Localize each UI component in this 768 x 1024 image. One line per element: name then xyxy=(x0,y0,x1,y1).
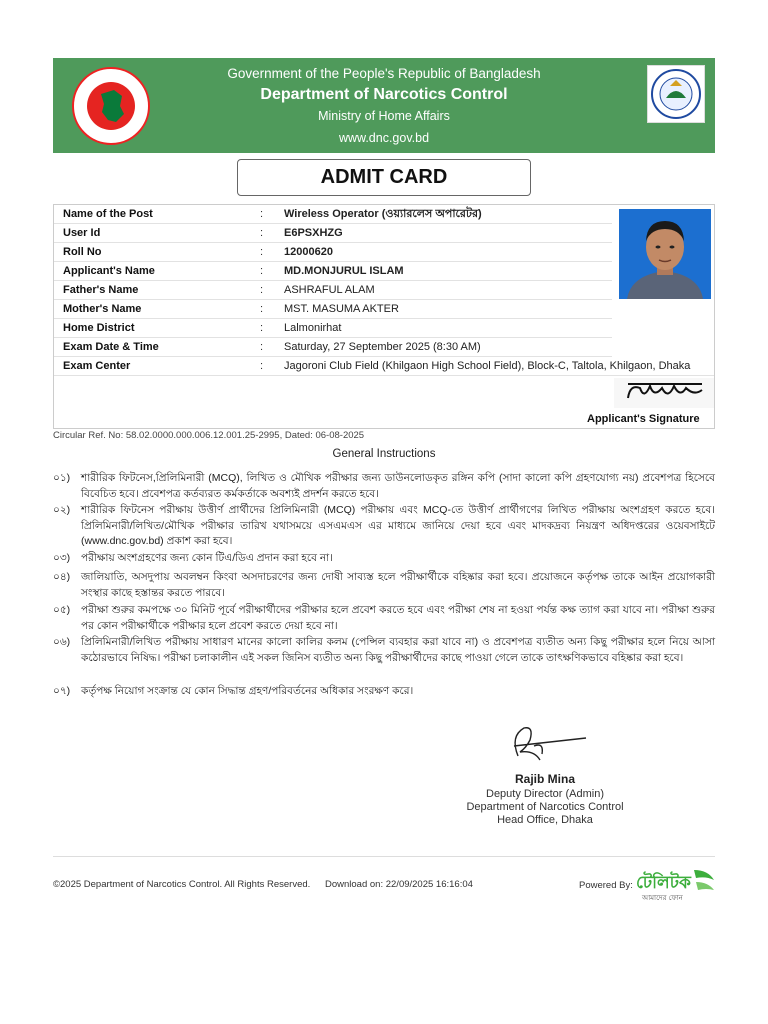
download-timestamp: Download on: 22/09/2025 16:16:04 xyxy=(325,879,473,890)
government-seal-icon xyxy=(66,66,156,146)
instruction-text: পরীক্ষা শুরুর কমপক্ষে ৩০ মিনিট পূর্বে পরীক্ষার্থীদের পরীক্ষার হলে প্রবেশ করতে হবে এবং পরীক্ষা শেষ না হওয়া পর্যন্ত কক্ষ ত্যাগ করা যাবে না। পরীক্ষা শুরুর পর কোন পরীক্ষার্থীকে পরীক্ষার হলে প্রবেশ করতে দেয়া হবে না। xyxy=(81,604,715,632)
table-row xyxy=(54,338,612,357)
row-colon: : xyxy=(260,341,264,353)
instruction-number: ০৪) xyxy=(53,571,71,583)
brand-name: টেলিটক xyxy=(636,873,691,893)
row-colon: : xyxy=(260,208,264,220)
footer-divider xyxy=(53,856,715,857)
copyright-text: ©2025 Department of Narcotics Control. All Rights Reserved. xyxy=(53,879,311,890)
brand-tagline: আমাদের ফোন xyxy=(642,894,683,902)
dnc-logo-icon xyxy=(647,65,705,123)
applicant-photo xyxy=(619,209,711,299)
row-value: ASHRAFUL ALAM xyxy=(284,284,375,296)
row-value: 12000620 xyxy=(284,246,333,258)
department-title: Department of Narcotics Control xyxy=(260,86,508,103)
row-value: MD.MONJURUL ISLAM xyxy=(284,265,404,277)
signature-label: Applicant's Signature xyxy=(587,413,700,425)
table-row xyxy=(54,357,714,376)
page-title: ADMIT CARD xyxy=(237,159,531,196)
row-label: Applicant's Name xyxy=(63,265,155,277)
row-colon: : xyxy=(260,227,264,239)
table-row xyxy=(54,205,612,224)
instruction-text: শারীরিক ফিটনেস,প্রিলিমিনারী (MCQ), লিখিত ও মৌখিক পরীক্ষার জন্য ডাউনলোডকৃত রঙ্গিন কপি (সাদা কালো কপি গ্রহণযোগ্য নয়) প্রবেশপত্র হিসেবে বিবেচিত হবে। প্রবেশপত্র কর্তব্যরত কর্মকর্তাকে অবশ্যই প্রদর্শন করতে হবে। xyxy=(81,472,715,500)
authority-signature-image xyxy=(500,716,600,770)
table-row xyxy=(54,243,612,262)
list-item xyxy=(53,503,715,550)
list-item xyxy=(53,635,715,682)
row-value: MST. MASUMA AKTER xyxy=(284,303,399,315)
row-label: Exam Date & Time xyxy=(63,341,159,353)
list-item xyxy=(53,603,715,634)
government-title: Government of the People's Republic of Bangladesh xyxy=(227,66,541,81)
signatory-department: Department of Narcotics Control xyxy=(466,801,624,813)
row-label: Exam Center xyxy=(63,360,131,372)
circular-reference: Circular Ref. No: 58.02.0000.000.006.12.001.25-2995, Dated: 06-08-2025 xyxy=(53,430,365,441)
row-colon: : xyxy=(260,322,264,334)
row-label: Home District xyxy=(63,322,135,334)
row-label: User Id xyxy=(63,227,101,239)
instruction-number: ০৫) xyxy=(53,604,71,616)
instruction-number: ০৬) xyxy=(53,636,71,648)
row-label: Name of the Post xyxy=(63,208,153,220)
table-row xyxy=(54,224,612,243)
list-item xyxy=(53,684,715,700)
row-value: Jagoroni Club Field (Khilgaon High School Field), Block-C, Taltola, Khilgaon, Dhaka xyxy=(284,360,691,372)
row-colon: : xyxy=(260,303,264,315)
instruction-text: প্রিলিমিনারী/লিখিত পরীক্ষায় সাধারণ মানের কালো কালির কলম (পেন্সিল ব্যবহার করা যাবে না) ও প্রবেশপত্র ব্যতীত অন্য কিছু পরীক্ষার হলে নিয়ে আসা কঠোরভাবে নিষিদ্ধ। পরীক্ষা চলাকালীন এই সকল জিনিস ব্যতীত অন্য কিছু পরীক্ষার্থীদের কাছে পাওয়া গেলে তাকে তাৎক্ষণিকভাবে বহিষ্কার করা হবে। xyxy=(81,636,715,664)
powered-by-label: Powered By: xyxy=(579,880,633,891)
row-label: Mother's Name xyxy=(63,303,142,315)
instruction-text: জালিয়াতি, অসদুপায় অবলম্বন কিংবা অসদাচরণের জন্য দোষী সাব্যস্ত হলে পরীক্ষার্থীকে বহিষ্কার করা হবে। প্রয়োজনে কর্তৃপক্ষ তাকে আইন প্রয়োগকারী সংস্থার কাছে হস্তান্তর করতে পারবে। xyxy=(81,571,715,599)
list-item xyxy=(53,471,715,502)
list-item xyxy=(53,551,715,567)
instruction-text: পরীক্ষায় অংশগ্রহণের জন্য কোন টিএ/ডিএ প্রদান করা হবে না। xyxy=(81,552,333,564)
authority-signature-block xyxy=(430,716,660,826)
instruction-text: কর্তৃপক্ষ নিয়োগ সংক্রান্ত যে কোন সিদ্ধান্ত গ্রহণ/পরিবর্তনের অধিকার সংরক্ষণ করে। xyxy=(81,685,414,697)
row-value: E6PSXHZG xyxy=(284,227,343,239)
instruction-number: ০৭) xyxy=(53,685,71,697)
row-value: Saturday, 27 September 2025 (8:30 AM) xyxy=(284,341,481,353)
applicant-signature-image xyxy=(614,378,714,408)
instruction-number: ০২) xyxy=(53,504,71,516)
table-row xyxy=(54,262,612,281)
table-row xyxy=(54,300,612,319)
row-colon: : xyxy=(260,246,264,258)
website-link[interactable]: www.dnc.gov.bd xyxy=(338,131,430,145)
list-item xyxy=(53,570,715,601)
table-row xyxy=(54,319,612,338)
row-label: Roll No xyxy=(63,246,102,258)
instructions-title: General Instructions xyxy=(332,448,436,460)
signatory-name: Rajib Mina xyxy=(514,772,575,786)
row-colon: : xyxy=(260,284,264,296)
row-value: Wireless Operator (ওয়্যারলেস অপারেটর) xyxy=(284,208,482,220)
row-colon: : xyxy=(260,265,264,277)
instruction-number: ০৩) xyxy=(53,552,71,564)
instruction-number: ০১) xyxy=(53,472,71,484)
applicant-info-table xyxy=(53,204,715,429)
instruction-text: শারীরিক ফিটনেস পরীক্ষায় উত্তীর্ণ প্রার্থীদের প্রিলিমিনারী (MCQ) পরীক্ষায় এবং MCQ-তে উত্তীর্ণ প্রার্থীগণের লিখিত পরীক্ষায় অংশগ্রহণ করতে হবে। প্রিলিমিনারী/লিখিত/মৌখিক পরীক্ষার তারিখ যথাসময়ে এসএমএস এর মাধ্যমে জানিয়ে দেয়া হবে এবং মাদকদ্রব্য নিয়ন্ত্রণ অধিদপ্তরের ওয়েবসাইটে (www.dnc.gov.bd) প্রকাশ করা হবে। xyxy=(81,504,715,547)
table-row xyxy=(54,281,612,300)
ministry-title: Ministry of Home Affairs xyxy=(318,109,450,123)
row-value: Lalmonirhat xyxy=(284,322,342,334)
signatory-office: Head Office, Dhaka xyxy=(497,814,593,826)
teletalk-logo-icon xyxy=(636,864,716,904)
row-label: Father's Name xyxy=(63,284,139,296)
signatory-designation: Deputy Director (Admin) xyxy=(486,788,604,800)
row-colon: : xyxy=(260,360,264,372)
